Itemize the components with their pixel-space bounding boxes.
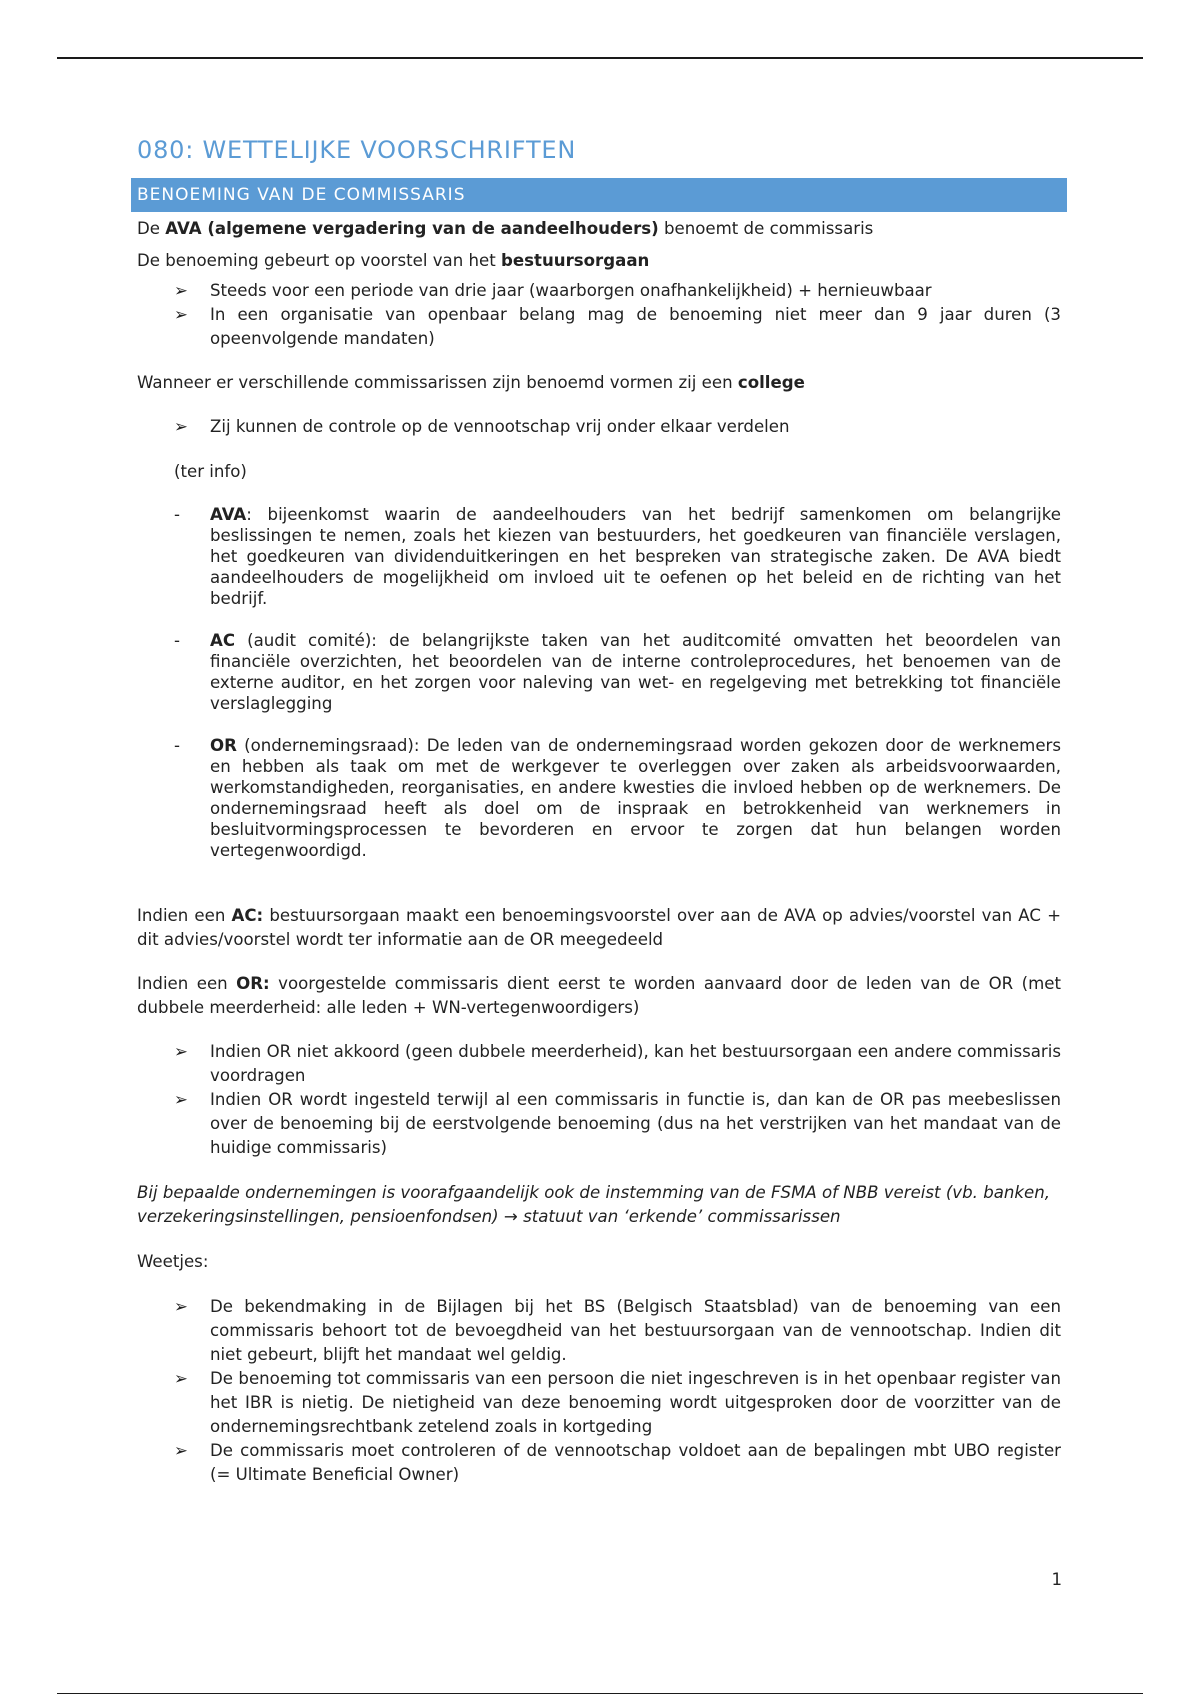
paragraph-indien-or: Indien een OR: voorgestelde commissaris dient eerst te worden aanvaard door de leden van de OR (met dubbele meerderheid: alle leden + WN-vertegenwoordigers) bbox=[137, 974, 1061, 1017]
bullet-list-college bbox=[137, 415, 1061, 439]
list-item: ➢ Steeds voor een periode van drie jaar (waarborgen onafhankelijkheid) + hernieuwbaar bbox=[137, 279, 1061, 303]
document-body bbox=[137, 132, 1061, 1487]
bullet-list-weetjes bbox=[137, 1295, 1061, 1487]
paragraph-college: Wanneer er verschillende commissarissen zijn benoemd vormen zij een college bbox=[137, 373, 805, 392]
arrow-bullet-icon: ➢ bbox=[174, 417, 188, 436]
dash-bullet-icon: - bbox=[174, 631, 180, 650]
paragraph-fsma-note: Bij bepaalde ondernemingen is voorafgaandelijk ook de instemming van de FSMA of NBB vereist (vb. banken, verzekeringsinstellingen, pensioenfondsen) → statuut van ‘erkende’ commissarissen bbox=[137, 1183, 1051, 1226]
dash-bullet-icon: - bbox=[174, 505, 180, 524]
page-title: 080: WETTELIJKE VOORSCHRIFTEN bbox=[137, 136, 577, 164]
weetjes-label: Weetjes: bbox=[137, 1252, 209, 1271]
definition-ava: - AVA: bijeenkomst waarin de aandeelhouders van het bedrijf samenkomen om belangrijke beslissingen te nemen, zoals het kiezen van bestuurders, het goedkeuren van financiële verslagen, het goedkeuren van dividenduitkeringen en het bespreken van strategische zaken. De AVA biedt aandeelhouders de mogelijkheid om invloed uit te oefenen op het beleid en de richting van het bedrijf. bbox=[174, 505, 1061, 608]
arrow-bullet-icon: ➢ bbox=[174, 1369, 188, 1388]
list-item: ➢ In een organisatie van openbaar belang mag de benoeming niet meer dan 9 jaar duren (3 opeenvolgende mandaten) bbox=[174, 305, 1061, 348]
page-number: 1 bbox=[1051, 1570, 1062, 1589]
ter-info-label: (ter info) bbox=[174, 462, 247, 481]
arrow-bullet-icon: ➢ bbox=[174, 1042, 188, 1061]
list-item: ➢ Zij kunnen de controle op de vennootschap vrij onder elkaar verdelen bbox=[137, 415, 1061, 439]
bullet-list-benoeming bbox=[137, 279, 1061, 351]
paragraph-indien-ac: Indien een AC: bestuursorgaan maakt een benoemingsvoorstel over aan de AVA op advies/voorstel van AC + dit advies/voorstel wordt ter informatie aan de OR meegedeeld bbox=[137, 906, 1061, 949]
list-item: ➢ Indien OR wordt ingesteld terwijl al een commissaris in functie is, dan kan de OR pas meebeslissen over de benoeming bij de eerstvolgende benoeming (dus na het verstrijken van het mandaat van de huidige commissaris) bbox=[174, 1090, 1061, 1157]
list-item: ➢ De benoeming tot commissaris van een persoon die niet ingeschreven is in het openbaar register van het IBR is nietig. De nietigheid van deze benoeming wordt uitgesproken door de voorzitter van de ondernemingsrechtbank zetelend zoals in kortgeding bbox=[174, 1369, 1061, 1436]
definition-or: - OR (ondernemingsraad): De leden van de ondernemingsraad worden gekozen door de werknemers en hebben als taak om met de werkgever te overleggen over zaken als arbeidsvoorwaarden, werkomstandigheden, reorganisaties, en andere kwesties die invloed hebben op de werknemers. De ondernemingsraad heeft als doel om de inspraak en betrokkenheid van werknemers in besluitvormingsprocessen te bevorderen en ervoor te zorgen dat hun belangen worden vertegenwoordigd. bbox=[174, 736, 1061, 860]
definition-ac: - AC (audit comité): de belangrijkste taken van het auditcomité omvatten het beoordelen van financiële overzichten, het beoordelen van de interne controleprocedures, het benoemen van de externe auditor, en het zorgen voor naleving van wet- en regelgeving met betrekking tot financiële verslaglegging bbox=[174, 631, 1061, 713]
footer-rule bbox=[57, 1693, 1143, 1694]
list-item: ➢ De commissaris moet controleren of de vennootschap voldoet aan de bepalingen mbt UBO register (= Ultimate Beneficial Owner) bbox=[174, 1441, 1061, 1484]
paragraph-ava: De AVA (algemene vergadering van de aandeelhouders) benoemt de commissaris bbox=[137, 219, 874, 238]
header-rule bbox=[57, 57, 1143, 59]
list-item: ➢ Indien OR niet akkoord (geen dubbele meerderheid), kan het bestuursorgaan een andere commissaris voordragen bbox=[174, 1042, 1061, 1085]
definition-list bbox=[137, 504, 1061, 861]
arrow-bullet-icon: ➢ bbox=[174, 1090, 188, 1109]
bullet-list-or bbox=[137, 1040, 1061, 1160]
arrow-bullet-icon: ➢ bbox=[174, 1297, 188, 1316]
arrow-bullet-icon: ➢ bbox=[174, 1441, 188, 1460]
arrow-bullet-icon: ➢ bbox=[174, 305, 188, 324]
arrow-bullet-icon: ➢ bbox=[174, 281, 188, 300]
section-heading: BENOEMING VAN DE COMMISSARIS bbox=[131, 178, 1067, 212]
paragraph-benoeming: De benoeming gebeurt op voorstel van het bestuursorgaan bbox=[137, 251, 650, 270]
dash-bullet-icon: - bbox=[174, 736, 180, 755]
list-item: ➢ De bekendmaking in de Bijlagen bij het BS (Belgisch Staatsblad) van de benoeming van een commissaris behoort tot de bevoegdheid van het bestuursorgaan van de vennootschap. Indien dit niet gebeurt, blijft het mandaat wel geldig. bbox=[174, 1297, 1061, 1364]
